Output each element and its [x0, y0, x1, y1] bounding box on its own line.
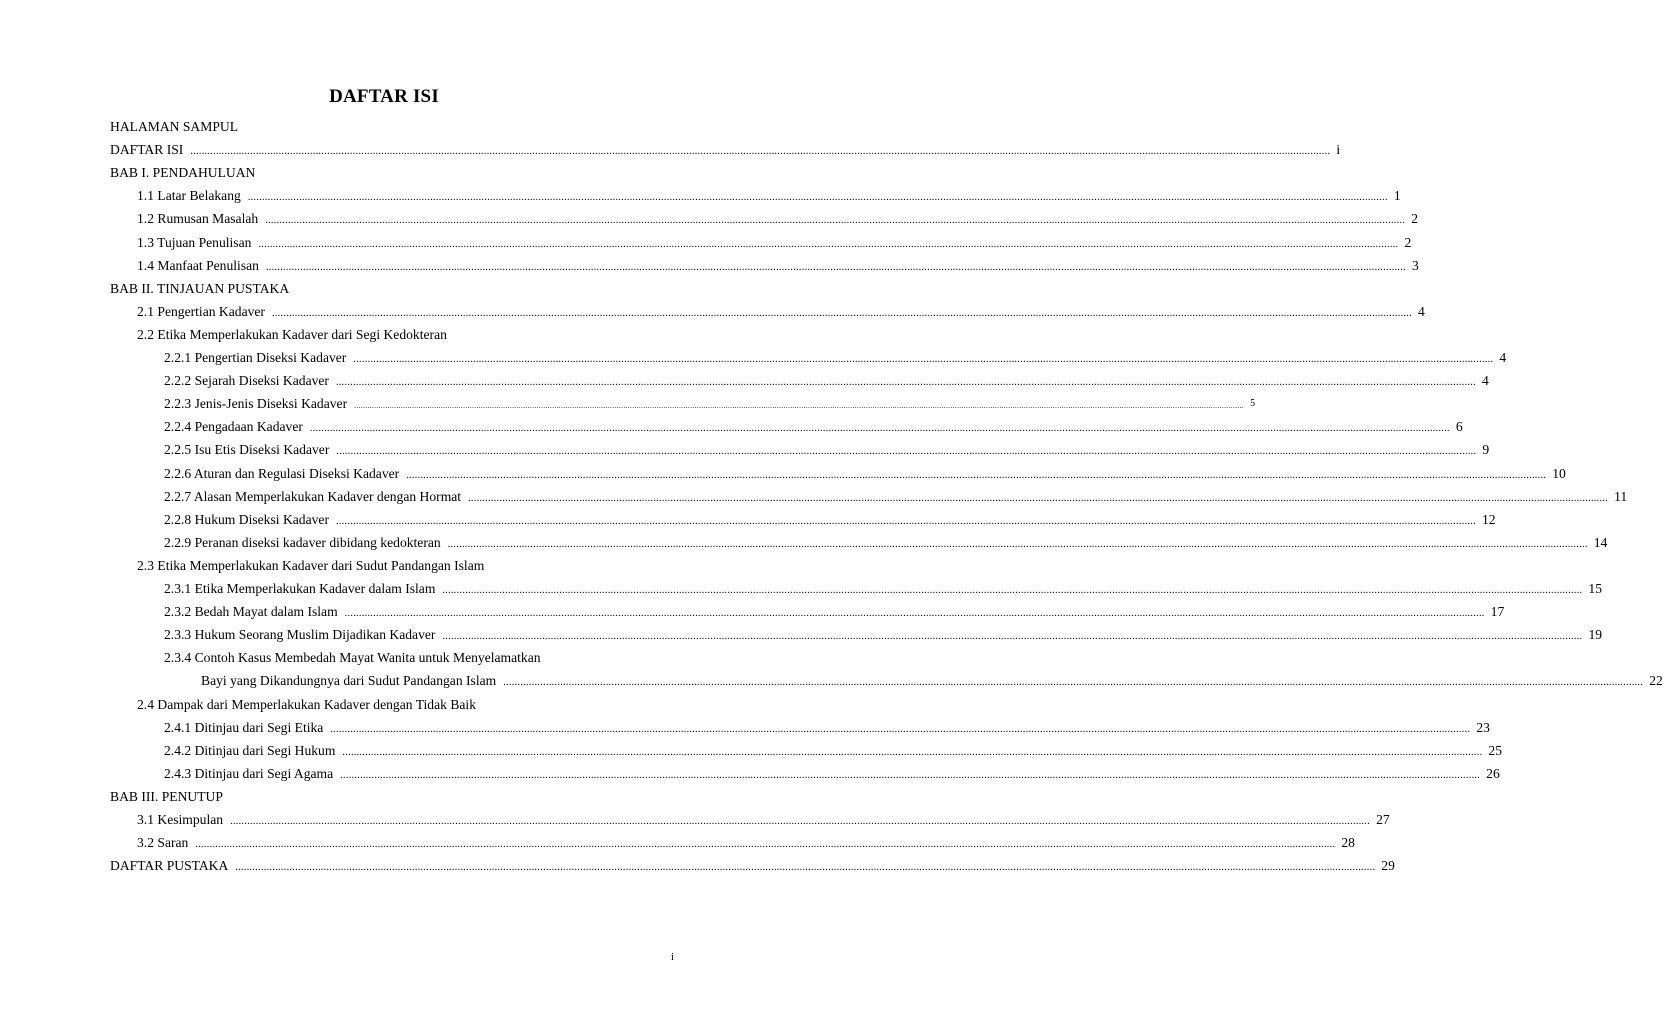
toc-entry-page: 11: [1614, 489, 1628, 504]
dot-leader: ................................................................................................................................................................................................................................................................................................................................................................................................................: [309, 423, 1450, 434]
toc-entry: [137, 829, 1355, 851]
toc-entry-page: 10: [1552, 466, 1566, 481]
dot-leader: ................................................................................................................................................................................................................................................................................................................................................................................................................: [353, 354, 1494, 365]
dot-leader: ................................................................................................................................................................................................................................................................................................................................................................................................................: [406, 470, 1547, 481]
toc-entry-label: BAB II. TINJAUAN PUSTAKA: [110, 281, 290, 296]
dot-leader: ................................................................................................................................................................................................................................................................................................................................................................................................................: [335, 377, 1476, 388]
toc-entry-label: 2.2.5 Isu Etis Diseksi Kadaver: [164, 442, 330, 457]
toc-entry-label: 2.4.3 Ditinjau dari Segi Agama: [164, 766, 334, 781]
toc-entry-page: 14: [1593, 535, 1608, 550]
toc-entry-label: DAFTAR PUSTAKA: [110, 858, 229, 873]
dot-leader: ................................................................................................................................................................................................................................................................................................................................................................................................................: [258, 239, 1399, 250]
dot-leader: ................................................................................................................................................................................................................................................................................................................................................................................................................: [342, 747, 1483, 758]
dot-leader: ................................................................................................................................................................................................................................................................................................................................................................................................................: [265, 262, 1406, 273]
toc-entry-page: 29: [1381, 858, 1395, 873]
dot-leader: ................................................................................................................................................................................................................................................................................................................................................................................................................: [447, 539, 1588, 550]
toc-entry-page: i: [1336, 142, 1341, 157]
toc-entry: [164, 575, 1602, 597]
toc-entry: [164, 460, 1566, 482]
toc-entry-page: 28: [1341, 835, 1355, 850]
toc-entry-label: HALAMAN SAMPUL: [110, 119, 239, 134]
toc-entry-page: 4: [1417, 304, 1425, 319]
toc-entry-page: 2: [1404, 235, 1412, 250]
dot-leader: ................................................................................................................................................................................................................................................................................................................................................................................................................: [344, 608, 1485, 619]
toc-entry-label: 2.4.1 Ditinjau dari Segi Etika: [164, 720, 324, 735]
toc-entry-label: 3.1 Kesimpulan: [137, 812, 224, 827]
toc-entry: [110, 113, 238, 135]
toc-entry: [164, 390, 1256, 412]
dot-leader: ................................................................................................................................................................................................................................................................................................................................................................................................................: [235, 862, 1376, 873]
toc-entry-label: 2.3 Etika Memperlakukan Kadaver dari Sudut Pandangan Islam: [137, 558, 485, 573]
toc-entry-label: 2.3.2 Bedah Mayat dalam Islam: [164, 604, 338, 619]
toc-entry-label: 2.2.1 Pengertian Diseksi Kadaver: [164, 350, 347, 365]
dot-leader: ................................................................................................................................................................................................................................................................................................................................................................................................................: [195, 839, 1336, 850]
dot-leader: ................................................................................................................................................................................................................................................................................................................................................................................................................: [354, 401, 1245, 410]
toc-entry-label: BAB III. PENUTUP: [110, 789, 223, 804]
toc-entry: [164, 598, 1505, 620]
toc-entry-label: 3.2 Saran: [137, 835, 189, 850]
toc-entry: [137, 691, 476, 713]
toc-entry: [137, 298, 1425, 320]
toc-entry-page: 27: [1376, 812, 1390, 827]
dot-leader: ................................................................................................................................................................................................................................................................................................................................................................................................................: [265, 215, 1406, 226]
toc-entry: [164, 506, 1496, 528]
toc-entry-label: 2.4.2 Ditinjau dari Segi Hukum: [164, 743, 336, 758]
toc-entry-label: 1.3 Tujuan Penulisan: [137, 235, 252, 250]
page-title: DAFTAR ISI: [329, 86, 439, 107]
toc-entry-label: 2.2.6 Aturan dan Regulasi Diseksi Kadaver: [164, 466, 400, 481]
toc-entry-label: 1.4 Manfaat Penulisan: [137, 258, 259, 273]
dot-leader: ................................................................................................................................................................................................................................................................................................................................................................................................................: [247, 192, 1388, 203]
dot-leader: ................................................................................................................................................................................................................................................................................................................................................................................................................: [442, 585, 1583, 596]
toc-entry-page: 12: [1481, 512, 1496, 527]
toc-entry: [137, 229, 1412, 251]
toc-entry-page: 22: [1649, 673, 1663, 688]
dot-leader: ................................................................................................................................................................................................................................................................................................................................................................................................................: [330, 724, 1471, 735]
toc-entry: [164, 367, 1489, 389]
toc-entry-page: 19: [1588, 627, 1603, 642]
toc-entry-page: 17: [1490, 604, 1505, 619]
dot-leader: ................................................................................................................................................................................................................................................................................................................................................................................................................: [336, 446, 1477, 457]
toc-entry: [164, 529, 1608, 551]
toc-entry: [137, 321, 447, 343]
toc-entry: [164, 436, 1490, 458]
toc-entry-page: 4: [1481, 373, 1489, 388]
toc-entry-page: 4: [1499, 350, 1507, 365]
toc-entry-label: BAB I. PENDAHULUAN: [110, 165, 256, 180]
toc-entry-page: 1: [1393, 188, 1401, 203]
toc-entry-label: 2.2.7 Alasan Memperlakukan Kadaver dengan Hormat: [164, 489, 462, 504]
toc-entry-label: Bayi yang Dikandungnya dari Sudut Pandangan Islam: [201, 673, 497, 688]
dot-leader: ................................................................................................................................................................................................................................................................................................................................................................................................................: [190, 146, 1331, 157]
toc-entry: [164, 621, 1603, 643]
toc-entry: [110, 783, 223, 805]
toc-entry-label: 2.1 Pengertian Kadaver: [137, 304, 265, 319]
dot-leader: ................................................................................................................................................................................................................................................................................................................................................................................................................: [271, 308, 1412, 319]
toc-entry: [164, 644, 541, 666]
dot-leader: ................................................................................................................................................................................................................................................................................................................................................................................................................: [335, 516, 1476, 527]
toc-entry-label: 1.2 Rumusan Masalah: [137, 211, 259, 226]
toc-entry-page: 6: [1455, 419, 1463, 434]
toc-entry: [164, 760, 1500, 782]
toc-entry-label: 2.3.3 Hukum Seorang Muslim Dijadikan Kadaver: [164, 627, 436, 642]
dot-leader: ................................................................................................................................................................................................................................................................................................................................................................................................................: [503, 677, 1644, 688]
dot-leader: ................................................................................................................................................................................................................................................................................................................................................................................................................: [442, 631, 1583, 642]
toc-entry: [137, 552, 484, 574]
toc-entry-label: 1.1 Latar Belakang: [137, 188, 241, 203]
toc-entry-page: 23: [1476, 720, 1490, 735]
toc-entry-label: 2.2.8 Hukum Diseksi Kadaver: [164, 512, 329, 527]
dot-leader: ................................................................................................................................................................................................................................................................................................................................................................................................................: [468, 493, 1609, 504]
toc-entry-label: 2.2.9 Peranan diseksi kadaver dibidang kedokteran: [164, 535, 441, 550]
toc-entry-label: DAFTAR ISI: [110, 142, 184, 157]
toc-entry: [137, 182, 1401, 204]
toc-entry: [164, 413, 1463, 435]
toc-entry-page: 15: [1588, 581, 1602, 596]
toc-entry-label: 2.3.4 Contoh Kasus Membedah Mayat Wanita untuk Menyelamatkan: [164, 650, 541, 665]
toc-entry-page: 9: [1482, 442, 1490, 457]
toc-entry-page: 25: [1488, 743, 1503, 758]
toc-entry-page: 5: [1250, 398, 1256, 409]
dot-leader: ................................................................................................................................................................................................................................................................................................................................................................................................................: [230, 816, 1371, 827]
toc-entry: [164, 483, 1628, 505]
toc-entry: [164, 344, 1507, 366]
toc-entry: [110, 275, 289, 297]
toc-entry-page: 2: [1411, 211, 1418, 226]
toc-entry-label: 2.2.2 Sejarah Diseksi Kadaver: [164, 373, 329, 388]
toc-entry-page: 3: [1411, 258, 1419, 273]
toc-entry: [164, 737, 1503, 759]
toc-entry: [164, 714, 1490, 736]
page-number: i: [671, 951, 675, 963]
toc-entry: [110, 159, 255, 181]
toc-entry: [137, 252, 1419, 274]
toc-entry-label: 2.2.3 Jenis-Jenis Diseksi Kadaver: [164, 396, 348, 411]
toc-entry: [137, 806, 1390, 828]
toc-entry: [137, 205, 1418, 227]
toc-entry-label: 2.3.1 Etika Memperlakukan Kadaver dalam Islam: [164, 581, 436, 596]
toc-entry-label: 2.4 Dampak dari Memperlakukan Kadaver dengan Tidak Baik: [137, 697, 477, 712]
toc-entry-page: 26: [1486, 766, 1500, 781]
toc-entry: [201, 667, 1663, 689]
dot-leader: ................................................................................................................................................................................................................................................................................................................................................................................................................: [340, 770, 1481, 781]
toc-entry-label: 2.2 Etika Memperlakukan Kadaver dari Segi Kedokteran: [137, 327, 447, 342]
toc-entry-label: 2.2.4 Pengadaan Kadaver: [164, 419, 303, 434]
toc-entry: [110, 852, 1395, 874]
toc-entry: [110, 136, 1341, 158]
